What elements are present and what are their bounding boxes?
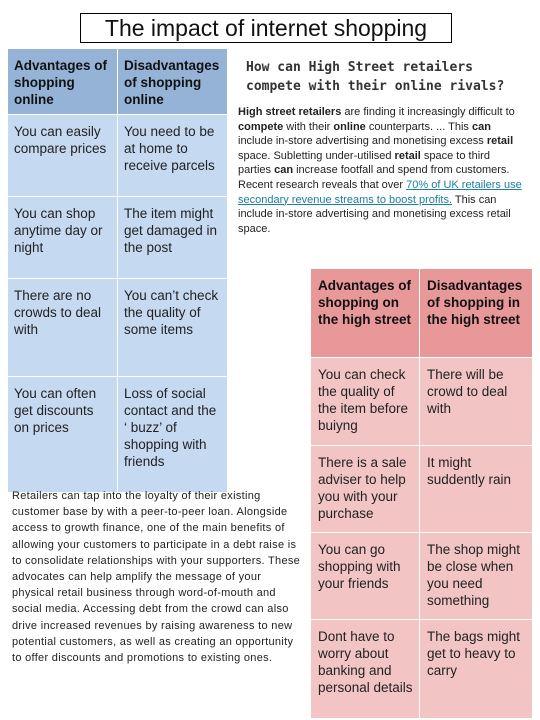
table-row bbox=[8, 377, 228, 493]
text-bold: retail bbox=[486, 135, 514, 148]
table-row bbox=[8, 197, 228, 279]
table-cell: Loss of social contact and the ‘ buzz’ of shopping with friends bbox=[118, 377, 228, 493]
text: with their bbox=[283, 120, 334, 133]
text: space to third parties bbox=[238, 149, 490, 177]
text: are finding it increasingly difficult to bbox=[341, 106, 515, 118]
retailers-paragraph: Retailers can tap into the loyalty of their existing customer base by with a peer-to-peer loan. Alongside access to growth finance, one of the main benefits of allowing your customers to participate in a debt raise is to consolidate relationships with your supporters. These advocates can help amplify the message of your physical retail business through word-of-mouth and social media. Accessing debt from the crowd can also drive increased revenues by raising awareness to new potential customers, as well as creating an opportunity to offer discounts and promotions to existing ones. bbox=[12, 490, 301, 665]
header-cell-advantages-online: Advantages of shopping online bbox=[8, 49, 118, 115]
table-cell: You can often get discounts on prices bbox=[8, 377, 118, 493]
header-cell-disadvantages-highstreet: Disadvantages of shopping in the high street bbox=[420, 269, 533, 358]
table-cell: It might suddently rain bbox=[420, 446, 533, 533]
header-cell-advantages-highstreet: Advantages of shopping on the high street bbox=[311, 269, 420, 358]
text-bold: online bbox=[333, 120, 366, 133]
table-cell: The item might get damaged in the post bbox=[118, 197, 228, 279]
table-row bbox=[8, 279, 228, 377]
table-cell: Dont have to worry about banking and personal details bbox=[311, 620, 420, 719]
highstreet-shopping-table bbox=[310, 268, 533, 719]
table-header-row bbox=[8, 49, 228, 115]
table-row bbox=[311, 533, 533, 620]
table-cell: You can’t check the quality of some items bbox=[118, 279, 228, 377]
table-cell: You can check the quality of the item before buiyng bbox=[311, 358, 420, 446]
table-cell: You need to be at home to receive parcels bbox=[118, 115, 228, 197]
text-bold: can bbox=[471, 120, 491, 133]
article-heading: How can High Street retailers compete with their online rivals? bbox=[246, 60, 505, 94]
text: include in-store advertising and monetising excess bbox=[238, 135, 487, 148]
text: Recent research reveals that over bbox=[238, 178, 407, 191]
table-cell: The bags might get to heavy to carry bbox=[420, 620, 533, 719]
table-cell: You can easily compare prices bbox=[8, 115, 118, 197]
research-link[interactable]: 70% of UK retailers use secondary revenue streams to boost profits. bbox=[238, 178, 522, 206]
table-cell: The shop might be close when you need something bbox=[420, 533, 533, 620]
article-paragraph-2 bbox=[238, 178, 524, 236]
text: space. Subletting under-utilised bbox=[238, 149, 395, 162]
table-cell: There are no crowds to deal with bbox=[8, 279, 118, 377]
table-row bbox=[8, 115, 228, 197]
table-row bbox=[311, 358, 533, 446]
text-bold: High street retailers bbox=[238, 106, 342, 118]
table-cell: You can go shopping with your friends bbox=[311, 533, 420, 620]
table-header-row bbox=[311, 269, 533, 358]
table-row bbox=[311, 446, 533, 533]
online-shopping-table bbox=[7, 48, 228, 493]
table-cell: There is a sale adviser to help you with your purchase bbox=[311, 446, 420, 533]
article-body bbox=[238, 105, 524, 236]
text-bold: retail bbox=[394, 149, 421, 162]
article-paragraph-1 bbox=[238, 105, 524, 178]
text: increase footfall and spend from customers. bbox=[293, 164, 510, 177]
text-bold: can bbox=[274, 164, 294, 177]
header-cell-disadvantages-online: Disadvantages of shopping online bbox=[118, 49, 228, 115]
text: counterparts. ... This bbox=[365, 120, 472, 133]
text-bold: compete bbox=[238, 120, 284, 133]
page-title: The impact of internet shopping bbox=[80, 13, 452, 43]
table-cell: There will be crowd to deal with bbox=[420, 358, 533, 446]
table-cell: You can shop anytime day or night bbox=[8, 197, 118, 279]
text: This can include in-store advertising and monetising excess retail space. bbox=[238, 193, 511, 235]
table-row bbox=[311, 620, 533, 719]
